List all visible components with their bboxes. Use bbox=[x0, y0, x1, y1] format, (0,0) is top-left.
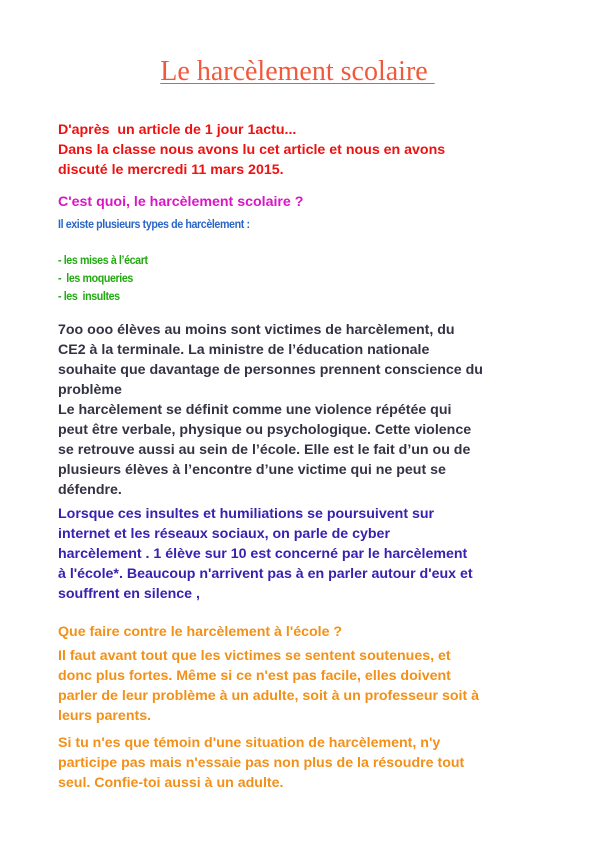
types-heading-text: Il existe plusieurs types de harcèlement : bbox=[58, 217, 250, 231]
paragraph-line: donc plus fortes. Même si ce n'est pas facile, elles doivent bbox=[58, 668, 451, 684]
question-what-to-do bbox=[58, 622, 548, 642]
paragraph-line: harcèlement . 1 élève sur 10 est concerné par le harcèlement bbox=[58, 546, 468, 562]
paragraph-line: plusieurs élèves à l’encontre d’une victime qui ne peut se bbox=[58, 462, 446, 478]
paragraph-line: Le harcèlement se définit comme une violence répétée qui bbox=[58, 402, 452, 418]
paragraph-line: souffrent en silence , bbox=[58, 586, 200, 602]
paragraph-line: Il faut avant tout que les victimes se sentent soutenues, et bbox=[58, 648, 451, 664]
paragraph-line: leurs parents. bbox=[58, 708, 152, 724]
paragraph-line: 7oo ooo élèves au moins sont victimes de harcèlement, du bbox=[58, 322, 455, 338]
question-what-to-do-text: Que faire contre le harcèlement à l'école ? bbox=[58, 624, 343, 640]
paragraph-line: internet et les réseaux sociaux, on parle de cyber bbox=[58, 526, 390, 542]
paragraph-line: se retrouve aussi au sein de l’école. Elle est le fait d’un ou de bbox=[58, 442, 471, 458]
paragraph-line: peut être verbale, physique ou psychologique. Cette violence bbox=[58, 422, 472, 438]
list-item: - les mises à l’écart bbox=[58, 253, 148, 267]
paragraph-line: défendre. bbox=[58, 482, 122, 498]
intro-line: Dans la classe nous avons lu cet article et nous en avons bbox=[58, 142, 446, 158]
paragraph-line: seul. Confie-toi aussi à un adulte. bbox=[58, 775, 284, 791]
paragraph-advice bbox=[58, 646, 548, 726]
paragraph-witness bbox=[58, 733, 548, 793]
paragraph-line: à l'école*. Beaucoup n'arrivent pas à en parler autour d'eux et bbox=[58, 566, 473, 582]
intro-line: discuté le mercredi 11 mars 2015. bbox=[58, 162, 284, 178]
question-what-is-text: C'est quoi, le harcèlement scolaire ? bbox=[58, 194, 304, 210]
list-item: - les insultes bbox=[58, 289, 120, 303]
intro-text bbox=[58, 120, 548, 180]
paragraph-line: CE2 à la terminale. La ministre de l’éducation nationale bbox=[58, 342, 430, 358]
paragraph-line: participe pas mais n'essaie pas non plus de la résoudre tout bbox=[58, 755, 465, 771]
paragraph-line: Si tu n'es que témoin d'une situation de harcèlement, n'y bbox=[58, 735, 441, 751]
question-what-is bbox=[58, 192, 548, 212]
paragraph-line: Lorsque ces insultes et humiliations se poursuivent sur bbox=[58, 506, 435, 522]
paragraph-cyber bbox=[58, 504, 548, 604]
paragraph-line: souhaite que davantage de personnes prennent conscience du bbox=[58, 362, 483, 378]
paragraph-line: problème bbox=[58, 382, 122, 398]
intro-line: D'après un article de 1 jour 1actu... bbox=[58, 122, 297, 138]
types-list bbox=[58, 251, 479, 305]
paragraph-definition bbox=[58, 320, 548, 500]
page-title: Le harcèlement scolaire bbox=[160, 56, 435, 87]
types-heading bbox=[58, 215, 479, 233]
list-item: - les moqueries bbox=[58, 271, 133, 285]
paragraph-line: parler de leur problème à un adulte, soit à un professeur soit à bbox=[58, 688, 479, 704]
